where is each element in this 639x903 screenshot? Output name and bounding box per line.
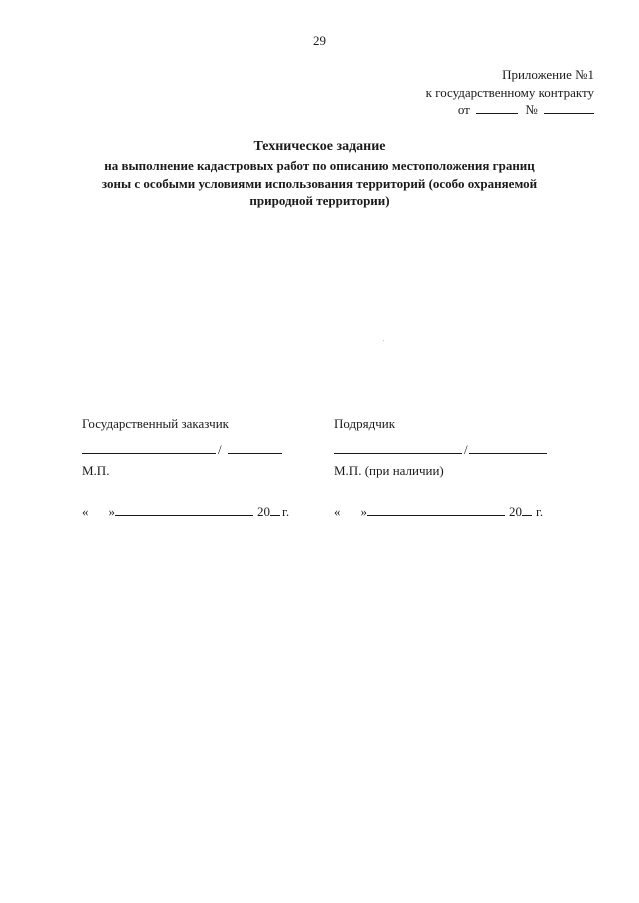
contractor-close-quote: » xyxy=(360,504,367,519)
customer-open-quote: « xyxy=(82,504,89,519)
annex-date-number xyxy=(458,101,594,118)
contractor-signature-block xyxy=(334,415,547,520)
customer-stamp-label: М.П. xyxy=(82,463,110,478)
page-number: 29 xyxy=(313,33,326,48)
customer-signature-separator: / xyxy=(218,442,222,457)
annex-contract-ref: к государственному контракту xyxy=(425,85,594,100)
document-subtitle-line-1: на выполнение кадастровых работ по описанию местоположения границ xyxy=(104,158,535,173)
customer-month-blank xyxy=(115,504,253,516)
contractor-signature-blank xyxy=(334,442,462,454)
annex-date-blank xyxy=(476,102,518,114)
customer-date-line xyxy=(82,503,289,520)
contractor-name-blank xyxy=(469,442,547,454)
customer-name-blank xyxy=(228,442,282,454)
document-subtitle-line-3: природной территории) xyxy=(249,193,390,208)
customer-year-blank xyxy=(270,504,280,516)
annex-number-blank xyxy=(544,102,594,114)
customer-year-suffix: г. xyxy=(282,504,290,519)
customer-close-quote: » xyxy=(108,504,115,519)
document-title: Техническое задание xyxy=(253,139,386,154)
customer-signature-blank xyxy=(82,442,216,454)
contractor-label: Подрядчик xyxy=(334,416,396,431)
contractor-month-blank xyxy=(367,504,505,516)
customer-label: Государственный заказчик xyxy=(82,416,229,431)
customer-signature-line xyxy=(82,442,289,457)
contractor-open-quote: « xyxy=(334,504,341,519)
customer-year-prefix: 20 xyxy=(257,504,270,519)
contractor-year-blank xyxy=(522,504,532,516)
document-subtitle-line-2: зоны с особыми условиями использования территорий (особо охраняемой xyxy=(101,175,538,191)
contractor-signature-separator: / xyxy=(464,442,468,457)
annex-date-prefix: от xyxy=(457,102,470,117)
document-title-block xyxy=(0,138,639,210)
scan-speck xyxy=(383,340,384,341)
customer-signature-block xyxy=(82,415,289,520)
contractor-date-line xyxy=(334,503,547,520)
contractor-year-suffix: г. xyxy=(536,504,544,519)
annex-number-sign: № xyxy=(525,102,538,117)
contractor-signature-line xyxy=(334,442,547,457)
contractor-year-prefix: 20 xyxy=(509,504,522,519)
annex-title: Приложение №1 xyxy=(502,67,594,82)
contractor-stamp-label: М.П. (при наличии) xyxy=(334,463,444,478)
